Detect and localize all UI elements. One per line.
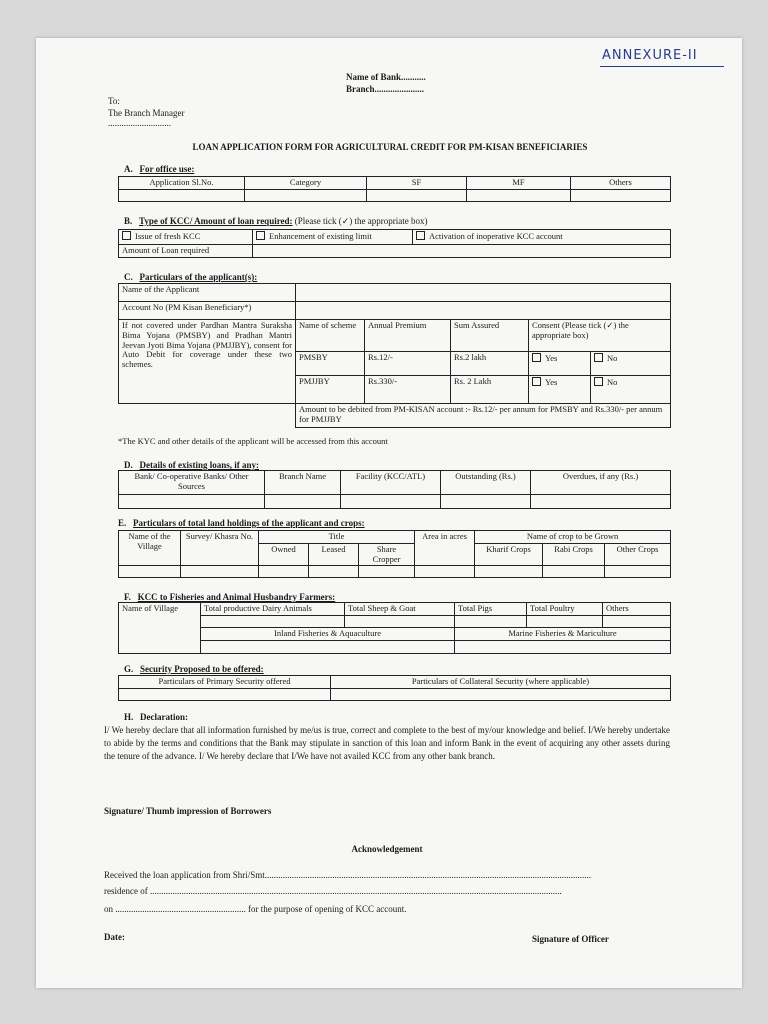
scheme-premium: Rs.330/- xyxy=(365,376,451,404)
blank-cell[interactable] xyxy=(259,566,309,578)
option-activation[interactable] xyxy=(413,230,671,245)
section-h-heading: H. Declaration: xyxy=(124,712,188,722)
section-g-heading: G. Security Proposed to be offered: xyxy=(124,664,264,674)
header-cell: Other Crops xyxy=(605,543,671,566)
no-label: No xyxy=(607,377,618,387)
blank-cell[interactable] xyxy=(415,566,475,578)
blank-cell[interactable] xyxy=(201,616,345,628)
blank-cell[interactable] xyxy=(455,641,671,654)
section-c-heading: C. Particulars of the applicant(s): xyxy=(124,272,258,282)
blank-cell[interactable] xyxy=(181,566,259,578)
addressee: The Branch Manager xyxy=(108,108,185,118)
blank-cell[interactable] xyxy=(603,616,671,628)
applicant-table xyxy=(118,283,671,428)
header-cell: Total Pigs xyxy=(455,603,527,616)
blank-cell[interactable] xyxy=(571,189,671,201)
yes-label: Yes xyxy=(545,353,558,363)
borrower-signature-label: Signature/ Thumb impression of Borrowers xyxy=(104,806,272,816)
blank-cell[interactable] xyxy=(359,566,415,578)
option-enhancement[interactable] xyxy=(253,230,413,245)
header-cell: MF xyxy=(467,177,571,190)
header-cell: Marine Fisheries & Mariculture xyxy=(455,628,671,641)
ack-line-residence: residence of ....................................................................................................................................................................................... xyxy=(104,886,562,896)
amount-label: Amount of Loan required xyxy=(119,245,253,258)
header-cell: Facility (KCC/ATL) xyxy=(341,471,441,495)
header-cell: Name of Village xyxy=(119,603,201,654)
yes-label: Yes xyxy=(545,377,558,387)
auto-debit-text: If not covered under Pardhan Mantra Suraksha Bima Yojana (PMSBY) and Pradhan Mantri Jeevan Jyoti Bima Yojana (PMJJBY), consent for Auto Debit for coverage under these two schemes. xyxy=(119,320,296,404)
header-cell: Owned xyxy=(259,543,309,566)
header-cell: Total productive Dairy Animals xyxy=(201,603,345,616)
blank-cell[interactable] xyxy=(119,495,265,509)
blank-cell[interactable] xyxy=(309,566,359,578)
header-cell: Outstanding (Rs.) xyxy=(441,471,531,495)
checkbox[interactable] xyxy=(532,377,541,386)
blank-cell[interactable] xyxy=(527,616,603,628)
security-table xyxy=(118,675,671,701)
blank-cell[interactable] xyxy=(331,688,671,700)
blank-cell[interactable] xyxy=(245,189,367,201)
consent-yes[interactable] xyxy=(529,376,591,404)
header-cell: Application Sl.No. xyxy=(119,177,245,190)
blank-cell[interactable] xyxy=(345,616,455,628)
account-field[interactable] xyxy=(296,302,671,320)
branch-line: Branch...................... xyxy=(346,84,425,94)
land-holdings-table xyxy=(118,530,671,578)
blank-cell[interactable] xyxy=(605,566,671,578)
option-label: Enhancement of existing limit xyxy=(269,231,372,241)
account-label: Account No (PM Kisan Beneficiary*) xyxy=(119,302,296,320)
checkbox[interactable] xyxy=(416,231,425,240)
blank-cell[interactable] xyxy=(543,566,605,578)
form-title: LOAN APPLICATION FORM FOR AGRICULTURAL CREDIT FOR PM-KISAN BENEFICIARIES xyxy=(192,142,588,152)
section-f-heading: F. KCC to Fisheries and Animal Husbandry Farmers: xyxy=(124,592,336,602)
header-cell: Others xyxy=(571,177,671,190)
applicant-name-label: Name of the Applicant xyxy=(119,284,296,302)
section-e-heading: E. Particulars of total land holdings of the applicant and crops: xyxy=(118,518,365,528)
header-cell: Survey/ Khasra No. xyxy=(181,531,259,566)
declaration-text: I/ We hereby declare that all information furnished by me/us is true, correct and complete to the best of my/our knowledge and belief. I/We hereby undertake to abide by the terms and conditions that the Bank may stipulate in sanction of this loan and inform Bank in the event of acquiring any other assets during the tenure of the advance. I/ We hereby declare that I/We have not availed KCC from any other bank branch. xyxy=(104,725,670,762)
header-cell: Particulars of Collateral Security (where applicable) xyxy=(331,676,671,689)
blank-cell[interactable] xyxy=(475,566,543,578)
scheme-sum: Rs.2 lakh xyxy=(451,352,529,376)
header-cell: Area in acres xyxy=(415,531,475,566)
header-cell: SF xyxy=(367,177,467,190)
no-label: No xyxy=(607,353,618,363)
scheme-name: PMJJBY xyxy=(296,376,365,404)
blank-cell[interactable] xyxy=(119,566,181,578)
ack-line-date: on .......................................................... for the purpose of opening of KCC account. xyxy=(104,904,407,914)
checkbox[interactable] xyxy=(256,231,265,240)
header-cell: Rabi Crops xyxy=(543,543,605,566)
blank-cell xyxy=(119,404,296,428)
existing-loans-table xyxy=(118,470,671,509)
kcc-type-table xyxy=(118,229,671,258)
header-cell: Name of scheme xyxy=(296,320,365,352)
header-cell: Others xyxy=(603,603,671,616)
checkbox[interactable] xyxy=(594,353,603,362)
header-cell: Annual Premium xyxy=(365,320,451,352)
bank-name-line: Name of Bank........... xyxy=(346,72,426,82)
applicant-name-field[interactable] xyxy=(296,284,671,302)
fisheries-table xyxy=(118,602,671,654)
date-label: Date: xyxy=(104,932,125,942)
blank-cell[interactable] xyxy=(201,641,455,654)
annexure-label: ANNEXURE-II xyxy=(602,48,698,63)
section-d-heading: D. Details of existing loans, if any: xyxy=(124,460,260,470)
blank-cell[interactable] xyxy=(265,495,341,509)
header-cell: Total Poultry xyxy=(527,603,603,616)
option-fresh-kcc[interactable] xyxy=(119,230,253,245)
option-label: Issue of fresh KCC xyxy=(135,231,201,241)
blank-cell[interactable] xyxy=(531,495,671,509)
consent-no[interactable] xyxy=(591,376,671,404)
blank-cell[interactable] xyxy=(341,495,441,509)
blank-cell[interactable] xyxy=(455,616,527,628)
header-cell: Name of the Village xyxy=(119,531,181,566)
checkbox[interactable] xyxy=(594,377,603,386)
option-label: Activation of inoperative KCC account xyxy=(429,231,563,241)
header-cell: Branch Name xyxy=(265,471,341,495)
header-cell: Particulars of Primary Security offered xyxy=(119,676,331,689)
scheme-sum: Rs. 2 Lakh xyxy=(451,376,529,404)
scheme-name: PMSBY xyxy=(296,352,365,376)
header-cell: Total Sheep & Goat xyxy=(345,603,455,616)
header-cell: Category xyxy=(245,177,367,190)
blank-cell[interactable] xyxy=(467,189,571,201)
debit-note: Amount to be debited from PM-KISAN account :- Rs.12/- per annum for PMSBY and Rs.330/- per annum for PMJJBY xyxy=(296,404,671,428)
checkbox[interactable] xyxy=(122,231,131,240)
scheme-premium: Rs.12/- xyxy=(365,352,451,376)
header-cell: Name of crop to be Grown xyxy=(475,531,671,544)
office-use-table xyxy=(118,176,671,202)
section-b-heading: B. Type of KCC/ Amount of loan required: (Please tick (✓) the appropriate box) xyxy=(124,216,428,226)
header-cell: Sum Assured xyxy=(451,320,529,352)
header-cell: Consent (Please tick (✓) the appropriate box) xyxy=(529,320,671,352)
section-b-note: (Please tick (✓) the appropriate box) xyxy=(294,216,428,226)
blank-cell[interactable] xyxy=(367,189,467,201)
annexure-underline xyxy=(600,66,724,67)
checkbox[interactable] xyxy=(532,353,541,362)
amount-field[interactable] xyxy=(253,245,671,258)
kyc-note: *The KYC and other details of the applicant will be accessed from this account xyxy=(118,436,388,446)
header-cell: Leased xyxy=(309,543,359,566)
header-cell: Bank/ Co-operative Banks/ Other Sources xyxy=(119,471,265,495)
addressee-dots: ............................ xyxy=(108,118,171,128)
blank-cell[interactable] xyxy=(119,688,331,700)
header-cell: Overdues, if any (Rs.) xyxy=(531,471,671,495)
header-cell: Share Cropper xyxy=(359,543,415,566)
officer-signature-label: Signature of Officer xyxy=(532,934,609,944)
consent-yes[interactable] xyxy=(529,352,591,376)
section-a-heading: A. For office use: xyxy=(124,164,195,174)
consent-no[interactable] xyxy=(591,352,671,376)
blank-cell[interactable] xyxy=(441,495,531,509)
blank-cell[interactable] xyxy=(119,189,245,201)
header-cell: Inland Fisheries & Aquaculture xyxy=(201,628,455,641)
header-cell: Title xyxy=(259,531,415,544)
header-cell: Kharif Crops xyxy=(475,543,543,566)
ack-line-applicant: Received the loan application from Shri/Smt................................................................................................................................................. xyxy=(104,870,591,880)
acknowledgement-title: Acknowledgement xyxy=(351,844,423,854)
to-label: To: xyxy=(108,96,120,106)
